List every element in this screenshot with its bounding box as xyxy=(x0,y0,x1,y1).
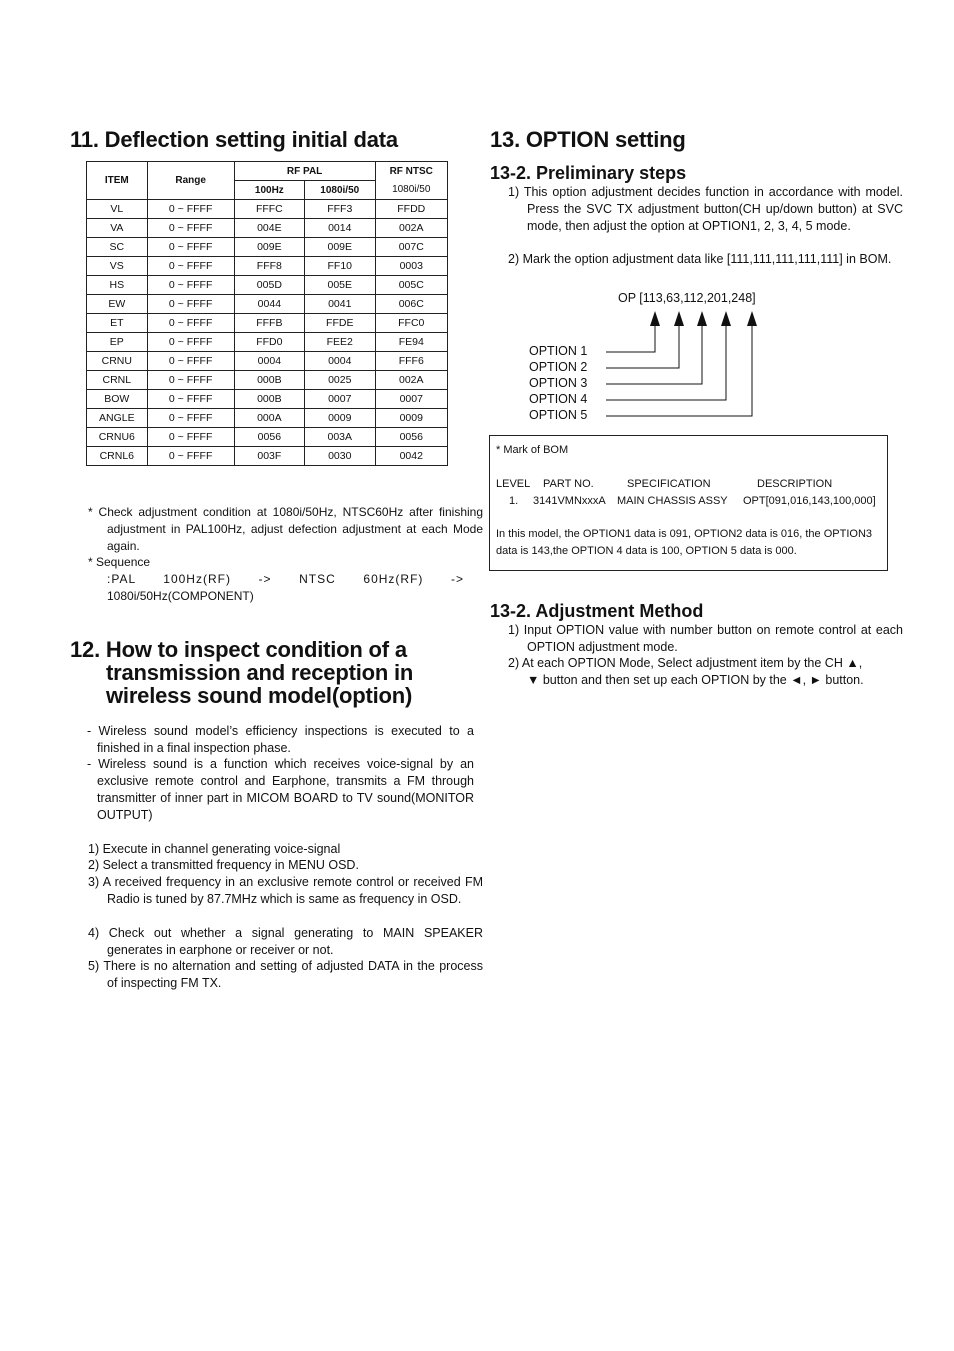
cell-pal-100hz: 0004 xyxy=(234,352,304,371)
section-12-title-line3: wireless sound model(option) xyxy=(106,683,413,708)
preliminary-steps-title: 13-2. Preliminary steps xyxy=(490,163,687,183)
cell-range: 0 ~ FFFF xyxy=(147,238,234,257)
table-row xyxy=(87,238,448,257)
table-row xyxy=(87,333,448,352)
cell-ntsc-1080i: 002A xyxy=(375,219,448,238)
cell-item: CRNL6 xyxy=(87,447,148,466)
cell-ntsc-1080i: 0042 xyxy=(375,447,448,466)
cell-range: 0 ~ FFFF xyxy=(147,390,234,409)
cell-pal-100hz: 000B xyxy=(234,390,304,409)
cell-pal-100hz: 0044 xyxy=(234,295,304,314)
note-sequence-line2: 1080i/50Hz(COMPONENT) xyxy=(107,589,254,603)
bom-header-spec: SPECIFICATION xyxy=(627,478,711,490)
cell-ntsc-1080i: 0009 xyxy=(375,409,448,428)
inspect-step-4: 4) Check out whether a signal generating to MAIN SPEAKER generates in earphone or receiver or not. xyxy=(88,926,483,957)
cell-item: CRNL xyxy=(87,371,148,390)
cell-range: 0 ~ FFFF xyxy=(147,200,234,219)
table-row xyxy=(87,447,448,466)
section-12-title-line1: 12. How to inspect condition of a xyxy=(70,637,407,662)
bom-box xyxy=(489,435,888,571)
cell-item: ANGLE xyxy=(87,409,148,428)
prelim-step-1: 1) This option adjustment decides function in accordance with model. Press the SVC TX adjustment button(CH up/down button) at SVC mode, then adjust the option at OPTION1, 2, 3, 4, 5 mode. xyxy=(508,185,903,233)
arrow-up-icon xyxy=(721,311,731,326)
cell-range: 0 ~ FFFF xyxy=(147,257,234,276)
cell-pal-100hz: FFD0 xyxy=(234,333,304,352)
rf-ntsc-1080i-label: 1080i/50 xyxy=(392,183,431,195)
note-sequence: * Sequence xyxy=(88,555,151,569)
cell-item: EW xyxy=(87,295,148,314)
cell-pal-1080i: 0004 xyxy=(305,352,375,371)
rf-ntsc-label: RF NTSC xyxy=(389,165,433,177)
cell-ntsc-1080i: FFC0 xyxy=(375,314,448,333)
option-label-1: OPTION 1 xyxy=(529,344,588,358)
inspect-step-3: 3) A received frequency in an exclusive remote control or received FM Radio is tuned by 87.7MHz which is same as frequency in OSD. xyxy=(88,875,483,906)
bom-mark: * Mark of BOM xyxy=(496,444,569,456)
prelim-step-2: 2) Mark the option adjustment data like [111,111,111,111,111] in BOM. xyxy=(508,252,892,266)
cell-pal-1080i: 0009 xyxy=(305,409,375,428)
adjust-step-1: 1) Input OPTION value with number button on remote control at each OPTION adjustment mode. xyxy=(508,623,903,654)
inspect-step-2: 2) Select a transmitted frequency in MENU OSD. xyxy=(88,858,359,872)
section-12-title-line2: transmission and reception in xyxy=(106,660,414,685)
note-check-adjustment: * Check adjustment condition at 1080i/50Hz, NTSC60Hz after finishing adjustment in PAL100Hz, adjust defection adjustment at each Mode again. xyxy=(88,505,483,553)
cell-range: 0 ~ FFFF xyxy=(147,447,234,466)
table-row xyxy=(87,257,448,276)
connector-option-2 xyxy=(606,317,679,368)
cell-ntsc-1080i: 0056 xyxy=(375,428,448,447)
connector-option-3 xyxy=(606,317,702,384)
cell-item: HS xyxy=(87,276,148,295)
arrow-up-icon xyxy=(697,311,707,326)
section-11-title: 11. Deflection setting initial data xyxy=(70,127,398,152)
col-item: ITEM xyxy=(87,162,148,200)
cell-ntsc-1080i: FFF6 xyxy=(375,352,448,371)
col-rf-pal: RF PAL xyxy=(234,162,375,181)
col-range: Range xyxy=(147,162,234,200)
bom-header-part: PART NO. xyxy=(543,478,594,490)
cell-ntsc-1080i: FFDD xyxy=(375,200,448,219)
cell-pal-100hz: FFF8 xyxy=(234,257,304,276)
cell-pal-1080i: 0041 xyxy=(305,295,375,314)
adjust-step-2-line1: 2) At each OPTION Mode, Select adjustment item by the CH ▲, xyxy=(508,656,863,670)
table-row xyxy=(87,200,448,219)
deflection-table xyxy=(86,161,448,466)
cell-item: CRNU6 xyxy=(87,428,148,447)
cell-pal-1080i: 0014 xyxy=(305,219,375,238)
option-label-2: OPTION 2 xyxy=(529,360,588,374)
cell-item: CRNU xyxy=(87,352,148,371)
deflection-table-body xyxy=(87,200,448,466)
bom-row-desc: OPT[091,016,143,100,000] xyxy=(743,495,876,507)
cell-item: EP xyxy=(87,333,148,352)
connector-option-1 xyxy=(606,317,655,352)
adjustment-method-title: 13-2. Adjustment Method xyxy=(490,601,704,621)
cell-range: 0 ~ FFFF xyxy=(147,352,234,371)
table-row xyxy=(87,352,448,371)
inspect-step-5: 5) There is no alternation and setting of adjusted DATA in the process of inspecting FM TX. xyxy=(88,959,483,990)
cell-range: 0 ~ FFFF xyxy=(147,295,234,314)
cell-pal-100hz: 009E xyxy=(234,238,304,257)
cell-range: 0 ~ FFFF xyxy=(147,409,234,428)
option-label-5: OPTION 5 xyxy=(529,408,588,422)
cell-range: 0 ~ FFFF xyxy=(147,276,234,295)
section-13-title: 13. OPTION setting xyxy=(490,127,686,152)
wireless-bullet-2: - Wireless sound is a function which receives voice-signal by an exclusive remote control and Earphone, transmits a FM through transmitter of inner part in MICOM BOARD to TV sound(MONITOR OUTPUT) xyxy=(87,757,474,822)
cell-ntsc-1080i: FE94 xyxy=(375,333,448,352)
cell-range: 0 ~ FFFF xyxy=(147,219,234,238)
table-row xyxy=(87,409,448,428)
cell-ntsc-1080i: 002A xyxy=(375,371,448,390)
cell-range: 0 ~ FFFF xyxy=(147,333,234,352)
cell-pal-1080i: 009E xyxy=(305,238,375,257)
cell-ntsc-1080i: 005C xyxy=(375,276,448,295)
op-code: OP [113,63,112,201,248] xyxy=(618,291,756,305)
bom-header-level: LEVEL xyxy=(496,478,531,490)
adjust-step-2-line2: ▼ button and then set up each OPTION by the ◄, ► button. xyxy=(527,673,864,687)
cell-pal-100hz: FFFB xyxy=(234,314,304,333)
option-connector-diagram xyxy=(590,305,770,420)
table-row xyxy=(87,390,448,409)
cell-pal-1080i: FFF3 xyxy=(305,200,375,219)
cell-pal-1080i: 0030 xyxy=(305,447,375,466)
cell-pal-1080i: 003A xyxy=(305,428,375,447)
option-label-4: OPTION 4 xyxy=(529,392,588,406)
wireless-bullet-1: - Wireless sound model’s efficiency inspections is executed to a finished in a final inspection phase. xyxy=(87,724,474,755)
cell-ntsc-1080i: 006C xyxy=(375,295,448,314)
bom-row-part: 3141VMNxxxA xyxy=(533,495,606,507)
cell-item: SC xyxy=(87,238,148,257)
arrow-up-icon xyxy=(674,311,684,326)
inspect-step-1: 1) Execute in channel generating voice-signal xyxy=(88,842,341,856)
table-row xyxy=(87,276,448,295)
cell-pal-1080i: 0025 xyxy=(305,371,375,390)
arrow-up-icon xyxy=(650,311,660,326)
cell-item: VS xyxy=(87,257,148,276)
bom-note-line1: In this model, the OPTION1 data is 091, OPTION2 data is 016, the OPTION3 xyxy=(496,528,873,540)
cell-pal-1080i: 0007 xyxy=(305,390,375,409)
cell-item: VA xyxy=(87,219,148,238)
table-row xyxy=(87,371,448,390)
bom-header-desc: DESCRIPTION xyxy=(757,478,833,490)
bom-row-level: 1. xyxy=(509,495,519,507)
cell-pal-100hz: 0056 xyxy=(234,428,304,447)
cell-pal-100hz: FFFC xyxy=(234,200,304,219)
cell-pal-1080i: FFDE xyxy=(305,314,375,333)
bom-note-line2: data is 143,the OPTION 4 data is 100, OPTION 5 data is 000. xyxy=(496,545,797,557)
col-rf-ntsc xyxy=(375,162,448,200)
connector-option-4 xyxy=(606,317,726,400)
table-row xyxy=(87,295,448,314)
table-row xyxy=(87,428,448,447)
cell-pal-100hz: 004E xyxy=(234,219,304,238)
col-pal-1080i: 1080i/50 xyxy=(305,181,375,200)
cell-pal-100hz: 005D xyxy=(234,276,304,295)
col-pal-100hz: 100Hz xyxy=(234,181,304,200)
cell-ntsc-1080i: 007C xyxy=(375,238,448,257)
bom-row-spec: MAIN CHASSIS ASSY xyxy=(617,495,728,507)
cell-ntsc-1080i: 0003 xyxy=(375,257,448,276)
table-row xyxy=(87,219,448,238)
table-row xyxy=(87,314,448,333)
arrow-up-icon xyxy=(747,311,757,326)
cell-range: 0 ~ FFFF xyxy=(147,314,234,333)
cell-range: 0 ~ FFFF xyxy=(147,371,234,390)
cell-pal-100hz: 003F xyxy=(234,447,304,466)
cell-pal-1080i: 005E xyxy=(305,276,375,295)
cell-pal-100hz: 000B xyxy=(234,371,304,390)
option-label-3: OPTION 3 xyxy=(529,376,588,390)
cell-pal-1080i: FEE2 xyxy=(305,333,375,352)
note-sequence-line1: :PAL 100Hz(RF) -> NTSC 60Hz(RF) -> xyxy=(107,572,464,586)
cell-ntsc-1080i: 0007 xyxy=(375,390,448,409)
cell-item: BOW xyxy=(87,390,148,409)
cell-item: ET xyxy=(87,314,148,333)
cell-range: 0 ~ FFFF xyxy=(147,428,234,447)
cell-pal-1080i: FF10 xyxy=(305,257,375,276)
cell-pal-100hz: 000A xyxy=(234,409,304,428)
cell-item: VL xyxy=(87,200,148,219)
